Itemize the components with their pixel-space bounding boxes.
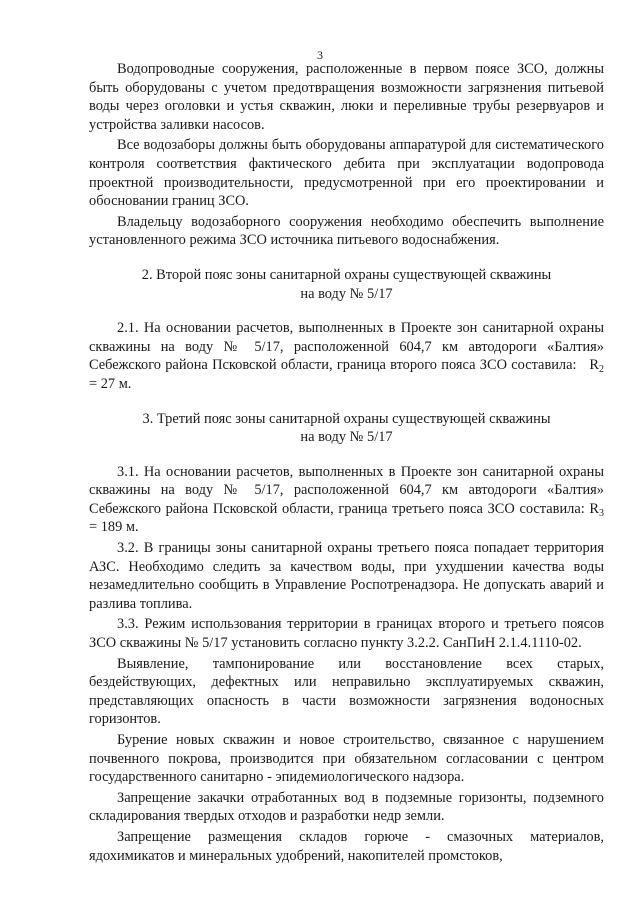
paragraph-2-1 bbox=[89, 319, 604, 393]
paragraph: Владельцу водозаборного сооружения необходимо обеспечить выполнение установленного режима ЗСО источника питьевого водоснабжения. bbox=[89, 213, 604, 249]
paragraph-3-2: 3.2. В границы зоны санитарной охраны третьего пояса попадает территория АЗС. Необходимо следить за качеством воды, при ухудшении качества воды незамедлительно сообщить в Управление Роспотренадзора. Не допускать аварий и разлива топлива. bbox=[89, 540, 604, 612]
section-3-title-line1: 3. Третий пояс зоны санитарной охраны существующей скважины bbox=[142, 410, 551, 427]
paragraph: Все водозаборы должны быть оборудованы аппаратурой для систематического контроля соответствия фактического дебита при эксплуатации водопровода проектной производительности, предусмотренной при его проектировании и обосновании границ ЗСО. bbox=[89, 137, 604, 210]
paragraph-3-1-text: 3.1. На основании расчетов, выполненных в Проекте зон санитарной охраны скважины на воду № 5/17, расположенной 604,7 км автодороги «Балтия» Себежского района Псковской области, граница третьего пояса ЗСО составила: bbox=[89, 463, 604, 517]
paragraph-3-3: 3.3. Режим использования территории в границах второго и третьего поясов ЗСО скважины № 5/17 установить согласно пункту 3.2.2. СанПиН 2.1.4.1110-02. bbox=[89, 616, 604, 652]
section-2-title-line1: 2. Второй пояс зоны санитарной охраны существующей скважины bbox=[141, 266, 552, 283]
section-3-heading bbox=[89, 410, 604, 447]
paragraph: Водопроводные сооружения, расположенные в первом поясе ЗСО, должны быть оборудованы с учетом предотвращения возможности загрязнения питьевой воды через оголовки и устья скважин, люки и переливные трубы резервуаров и устройства заливки насосов. bbox=[89, 61, 604, 133]
section-3-title-line2: на воду № 5/17 bbox=[300, 429, 393, 446]
paragraph: Запрещение размещения складов горюче - смазочных материалов, ядохимикатов и минеральных удобрений, накопителей промстоков, bbox=[89, 828, 604, 864]
paragraph-2-1-text: 2.1. На основании расчетов, выполненных в Проекте зон санитарной охраны скважины на воду № 5/17, расположенной 604,7 км автодороги «Балтия» Себежского района Псковской области, граница второго пояса ЗСО составила: bbox=[89, 320, 604, 374]
radius-r3: $R_3 = 189$ м. bbox=[89, 500, 604, 536]
paragraph: Бурение новых скважин и новое строительство, связанное с нарушением почвенного покрова, производится при обязательном согласовании с центром государственного санитарно - эпидемиологического надзора. bbox=[89, 732, 604, 786]
radius-r2: $R_2 = 27$ м. bbox=[89, 357, 604, 392]
paragraph: Запрещение закачки отработанных вод в подземные горизонты, подземного складирования твердых отходов и разработки недр земли. bbox=[89, 789, 604, 825]
document-body bbox=[89, 60, 604, 865]
paragraph: Выявление, тампонирование или восстановление всех старых, бездействующих, дефектных или неправильно эксплуатируемых скважин, представляющих опасность в части возможности загрязнения водоносных горизонтов. bbox=[89, 655, 604, 728]
paragraph-3-1 bbox=[89, 463, 604, 537]
section-2-heading bbox=[89, 266, 604, 303]
section-2-title-line2: на воду № 5/17 bbox=[300, 285, 393, 302]
page-number: 3 bbox=[317, 48, 323, 62]
